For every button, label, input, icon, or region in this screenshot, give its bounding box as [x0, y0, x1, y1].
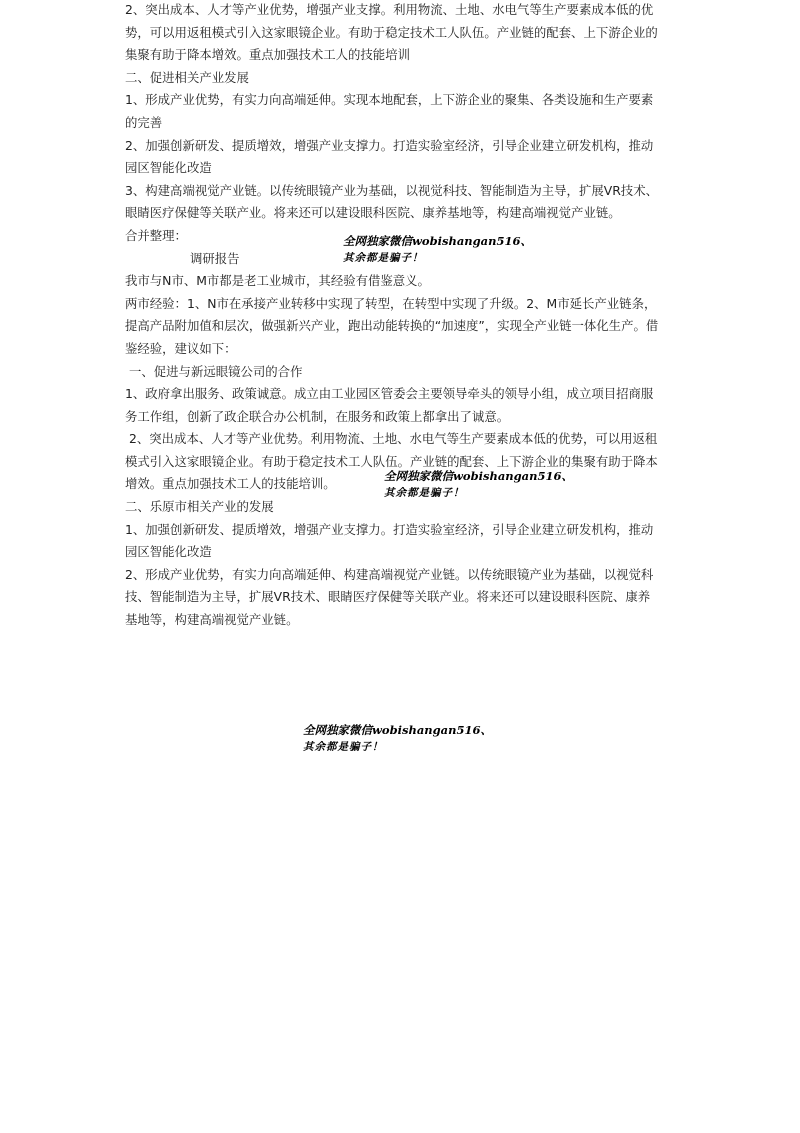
text-line: 两市经验：1、N市在承接产业转移中实现了转型，在转型中实现了升级。2、M市延长产业链条，	[125, 295, 657, 311]
watermark-stamp	[303, 722, 492, 756]
watermark-stamp	[343, 233, 532, 267]
text-line: 2、突出成本、人才等产业优势，增强产业支撑。利用物流、土地、水电气等生产要素成本低的优	[125, 2, 654, 17]
text-line: 眼睛医疗保健等关联产业。将来还可以建设眼科医院、康养基地等，构建高端视觉产业链。	[125, 205, 621, 221]
text-line: 3、构建高端视觉产业链。以传统眼镜产业为基础，以视觉科技、智能制造为主导，扩展VR技术、	[125, 182, 658, 198]
text-line: 园区智能化改造	[125, 160, 212, 176]
text-line: 2、加强创新研发、提质增效，增强产业支撑力。打造实验室经济，引导企业建立研发机构，推动	[125, 137, 654, 153]
watermark-text: 全网独家微信wobishangan516、	[303, 723, 492, 737]
text-line: 技、智能制造为主导，扩展VR技术、眼睛医疗保健等关联产业。将来还可以建设眼科医院、康养	[125, 589, 651, 605]
section-heading: 二、促进相关产业发展	[125, 69, 249, 85]
text-line: 1、政府拿出服务、政策诚意。成立由工业园区管委会主要领导牵头的领导小组，成立项目招商服	[125, 386, 654, 402]
text-line: 1、形成产业优势，有实力向高端延伸。实现本地配套，上下游企业的聚集、各类设施和生产要素	[125, 92, 654, 108]
text-line: 园区智能化改造	[125, 544, 212, 560]
report-title: 调研报告	[190, 250, 240, 266]
text-line: 1、加强创新研发、提质增效，增强产业支撑力。打造实验室经济，引导企业建立研发机构，推动	[125, 521, 654, 537]
text-line: 基地等，构建高端视觉产业链。	[125, 612, 299, 628]
text-line: 模式引入这家眼镜企业。有助于稳定技术工人队伍。产业链的配套、上下游企业的集聚有助于降本	[125, 453, 658, 469]
watermark-text: 全网独家微信wobishangan516、	[384, 469, 573, 483]
watermark-stamp	[384, 468, 573, 502]
watermark-text: 全网独家微信wobishangan516、	[343, 234, 532, 248]
text-line: 势，可以用返租模式引入这家眼镜企业。有助于稳定技术工人队伍。产业链的配套、上下游企业的	[125, 24, 658, 40]
text-line: 的完善	[125, 114, 163, 130]
text-line: 我市与N市、M市都是老工业城市，其经验有借鉴意义。	[125, 273, 430, 289]
document-body	[125, 0, 675, 632]
section-heading: 二、乐原市相关产业的发展	[125, 499, 274, 515]
watermark-text: 其余都是骗子！	[303, 741, 384, 753]
text-line: 2、形成产业优势，有实力向高端延伸、构建高端视觉产业链。以传统眼镜产业为基础，以视觉科	[125, 566, 654, 582]
section-heading: 一、促进与新远眼镜公司的合作	[129, 363, 303, 379]
text-line: 增效。重点加强技术工人的技能培训。	[125, 476, 336, 492]
text-line: 鉴经验，建议如下：	[125, 340, 237, 356]
text-line: 提高产品附加值和层次，做强新兴产业，跑出动能转换的“加速度”，实现全产业链一体化生产。借	[125, 318, 659, 334]
text-line: 2、突出成本、人才等产业优势。利用物流、土地、水电气等生产要素成本低的优势，可以用返租	[129, 431, 658, 447]
text-line: 集聚有助于降本增效。重点加强技术工人的技能培训	[125, 47, 410, 63]
watermark-text: 其余都是骗子！	[343, 252, 424, 264]
watermark-text: 其余都是骗子！	[384, 487, 465, 499]
summary-label: 合并整理：	[125, 227, 187, 243]
text-line: 务工作组，创新了政企联合办公机制，在服务和政策上都拿出了诚意。	[125, 408, 510, 424]
